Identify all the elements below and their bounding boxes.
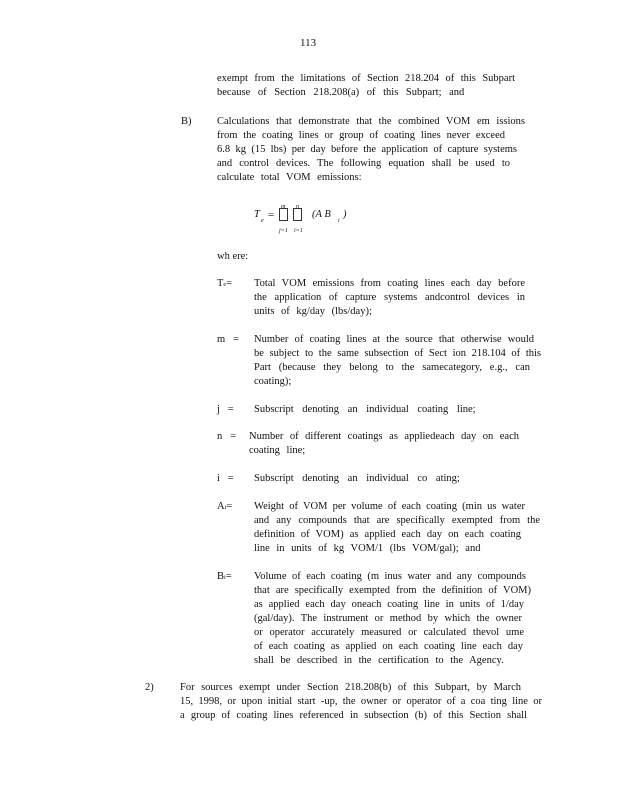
definition-term: i =	[217, 473, 234, 484]
definition-term: Ai=	[217, 501, 233, 512]
definition-line: Volume of each coating (m inus water and any compounds	[254, 571, 526, 582]
definition-line: Weight of VOM per volume of each coating (min us water	[254, 501, 525, 512]
item-2-line-3: a group of coating lines referenced in subsection (b) of this Section shall	[180, 710, 527, 721]
definition-line: Part (because they belong to the samecategory, e.g., can	[254, 362, 530, 373]
definition-line: or operator accurately measured or calculated thevol ume	[254, 627, 524, 638]
definition-term: m =	[217, 334, 239, 345]
formula-sum1-upper: m	[281, 204, 286, 210]
formula-sum1-lower: j=1	[279, 228, 288, 234]
formula-lhs: T	[254, 209, 260, 220]
definition-term: n =	[217, 431, 237, 442]
item-b-marker: B)	[181, 116, 192, 127]
item-b-line-3: 6.8 kg (15 lbs) per day before the application of capture systems	[217, 144, 517, 155]
sum-icon	[279, 207, 288, 221]
item-b-line-5: calculate total VOM emissions:	[217, 172, 362, 183]
definition-line: definition of VOM) as applied each day on each coating	[254, 529, 521, 540]
definition-line: that are specifically exempted from the definition of VOM)	[254, 585, 531, 596]
intro-line-1: exempt from the limitations of Section 218.204 of this Subpart	[217, 73, 515, 84]
definition-line: as applied each day oneach coating line in units of 1/day	[254, 599, 524, 610]
definition-line: and any compounds that are specifically exempted from the	[254, 515, 540, 526]
definition-line: Subscript denoting an individual coating line;	[254, 404, 476, 415]
definition-line: shall be described in the certification to the Agency.	[254, 655, 504, 666]
formula-term-subscript: i	[338, 218, 340, 224]
definition-line: line in units of kg VOM/1 (lbs VOM/gal); and	[254, 543, 481, 554]
item-2-marker: 2)	[145, 682, 154, 693]
formula-sum2-lower: i=1	[294, 228, 303, 234]
definition-line: the application of capture systems andcontrol devices in	[254, 292, 525, 303]
formula-sum2-upper: n	[296, 204, 299, 210]
item-2-line-1: For sources exempt under Section 218.208(b) of this Subpart, by March	[180, 682, 521, 693]
item-2-line-2: 15, 1998, or upon initial start -up, the owner or operator of a coa ting line or	[180, 696, 542, 707]
definition-line: of each coating as applied on each coating line each day	[254, 641, 523, 652]
item-b-line-1: Calculations that demonstrate that the combined VOM em issions	[217, 116, 525, 127]
definition-line: coating);	[254, 376, 292, 387]
emissions-formula	[254, 200, 374, 234]
item-b-line-2: from the coating lines or group of coating lines never exceed	[217, 130, 505, 141]
item-b-line-4: and control devices. The following equation shall be used to	[217, 158, 510, 169]
formula-equals: =	[268, 209, 275, 221]
definition-term: Te=	[217, 278, 233, 289]
definition-line: coating line;	[249, 445, 306, 456]
definition-line: Number of coating lines at the source that otherwise would	[254, 334, 534, 345]
definition-term: Bi=	[217, 571, 232, 582]
definition-line: units of kg/day (lbs/day);	[254, 306, 372, 317]
sum-icon	[293, 207, 302, 221]
definition-line: Subscript denoting an individual co ating;	[254, 473, 460, 484]
formula-term: (A B	[312, 209, 331, 220]
definition-line: Number of different coatings as appliedeach day on each	[249, 431, 519, 442]
formula-term-close: )	[343, 209, 347, 220]
definition-line: be subject to the same subsection of Sect ion 218.104 of this	[254, 348, 541, 359]
definition-line: (gal/day). The instrument or method by which the owner	[254, 613, 522, 624]
where-label: wh ere:	[217, 251, 249, 262]
definition-term: j =	[217, 404, 234, 415]
intro-line-2: because of Section 218.208(a) of this Subpart; and	[217, 87, 465, 98]
definition-line: Total VOM emissions from coating lines each day before	[254, 278, 525, 289]
page-number: 113	[300, 37, 317, 49]
formula-lhs-subscript: e	[261, 218, 264, 224]
